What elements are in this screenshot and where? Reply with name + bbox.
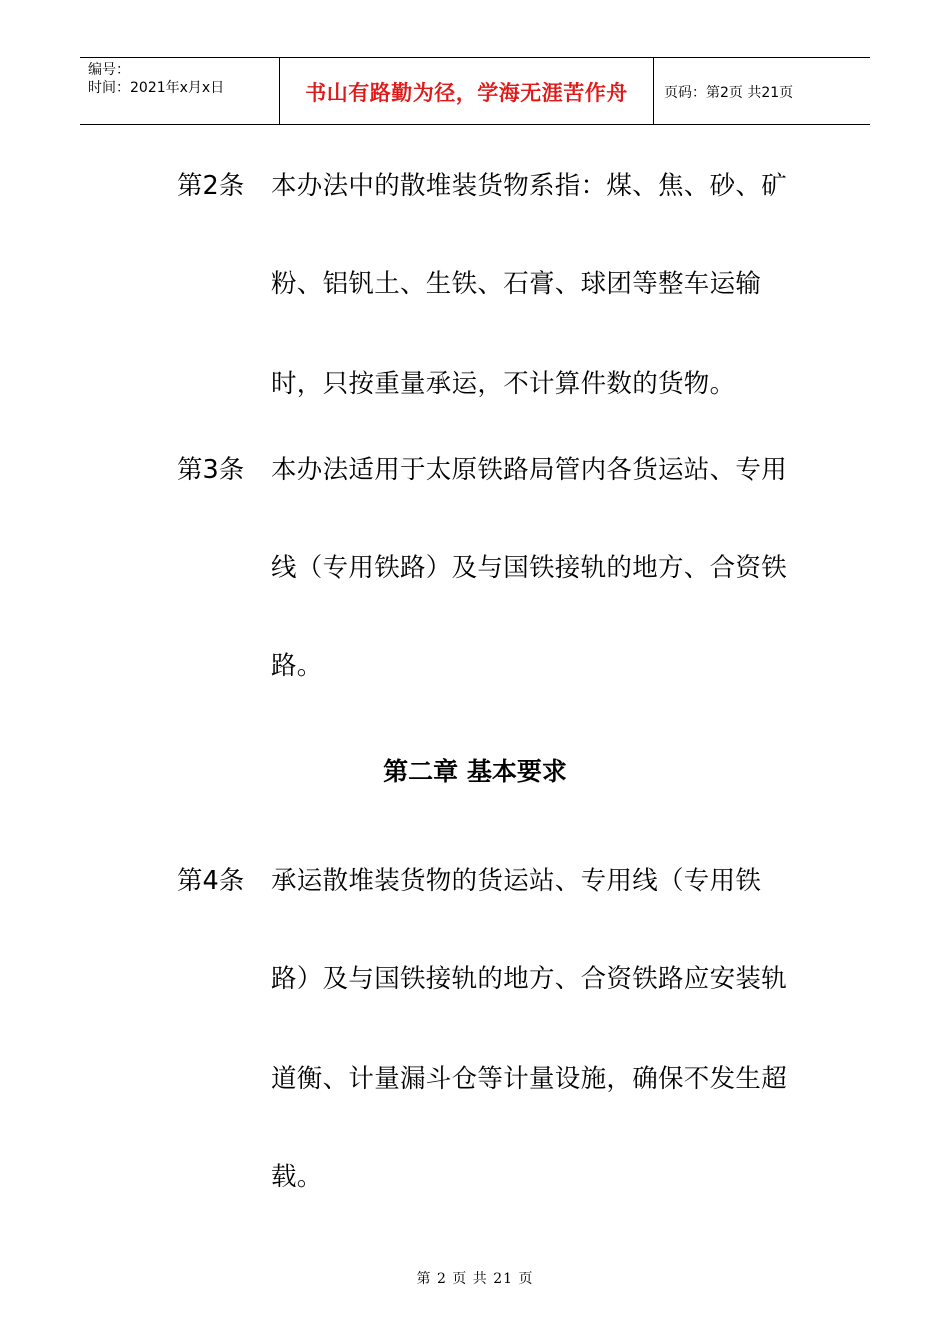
page-header <box>80 57 870 125</box>
article-line: 道衡、计量漏斗仓等计量设施，确保不发生超 <box>271 1064 788 1094</box>
page-footer: 第 2 页 共 21 页 <box>416 1271 534 1287</box>
article-line: 路。 <box>271 651 323 681</box>
article-number: 第4条 <box>177 866 245 896</box>
serial-label: 编号： <box>88 62 130 78</box>
article-line: 本办法适用于太原铁路局管内各货运站、专用 <box>271 455 788 485</box>
article-line: 载。 <box>271 1162 323 1192</box>
header-meta <box>80 58 280 124</box>
chapter-title: 第二章 基本要求 <box>383 757 567 786</box>
article-line: 路）及与国铁接轨的地方、合资铁路应安装轨 <box>271 964 788 994</box>
article-line: 本办法中的散堆装货物系指：煤、焦、砂、矿 <box>271 171 788 201</box>
article-line: 时，只按重量承运，不计算件数的货物。 <box>271 369 736 399</box>
header-page-info: 页码：第2页 共21页 <box>664 85 794 101</box>
article-line: 粉、铝钒土、生铁、石膏、球团等整车运输 <box>271 269 762 299</box>
header-motto: 书山有路勤为径，学海无涯苦作舟 <box>280 58 654 124</box>
article-number: 第2条 <box>177 171 245 201</box>
article-line: 承运散堆装货物的货运站、专用线（专用铁 <box>271 866 762 896</box>
article-number: 第3条 <box>177 455 245 485</box>
article-line: 线（专用铁路）及与国铁接轨的地方、合资铁 <box>271 553 788 583</box>
time-label: 时间：2021年x月x日 <box>88 80 225 96</box>
